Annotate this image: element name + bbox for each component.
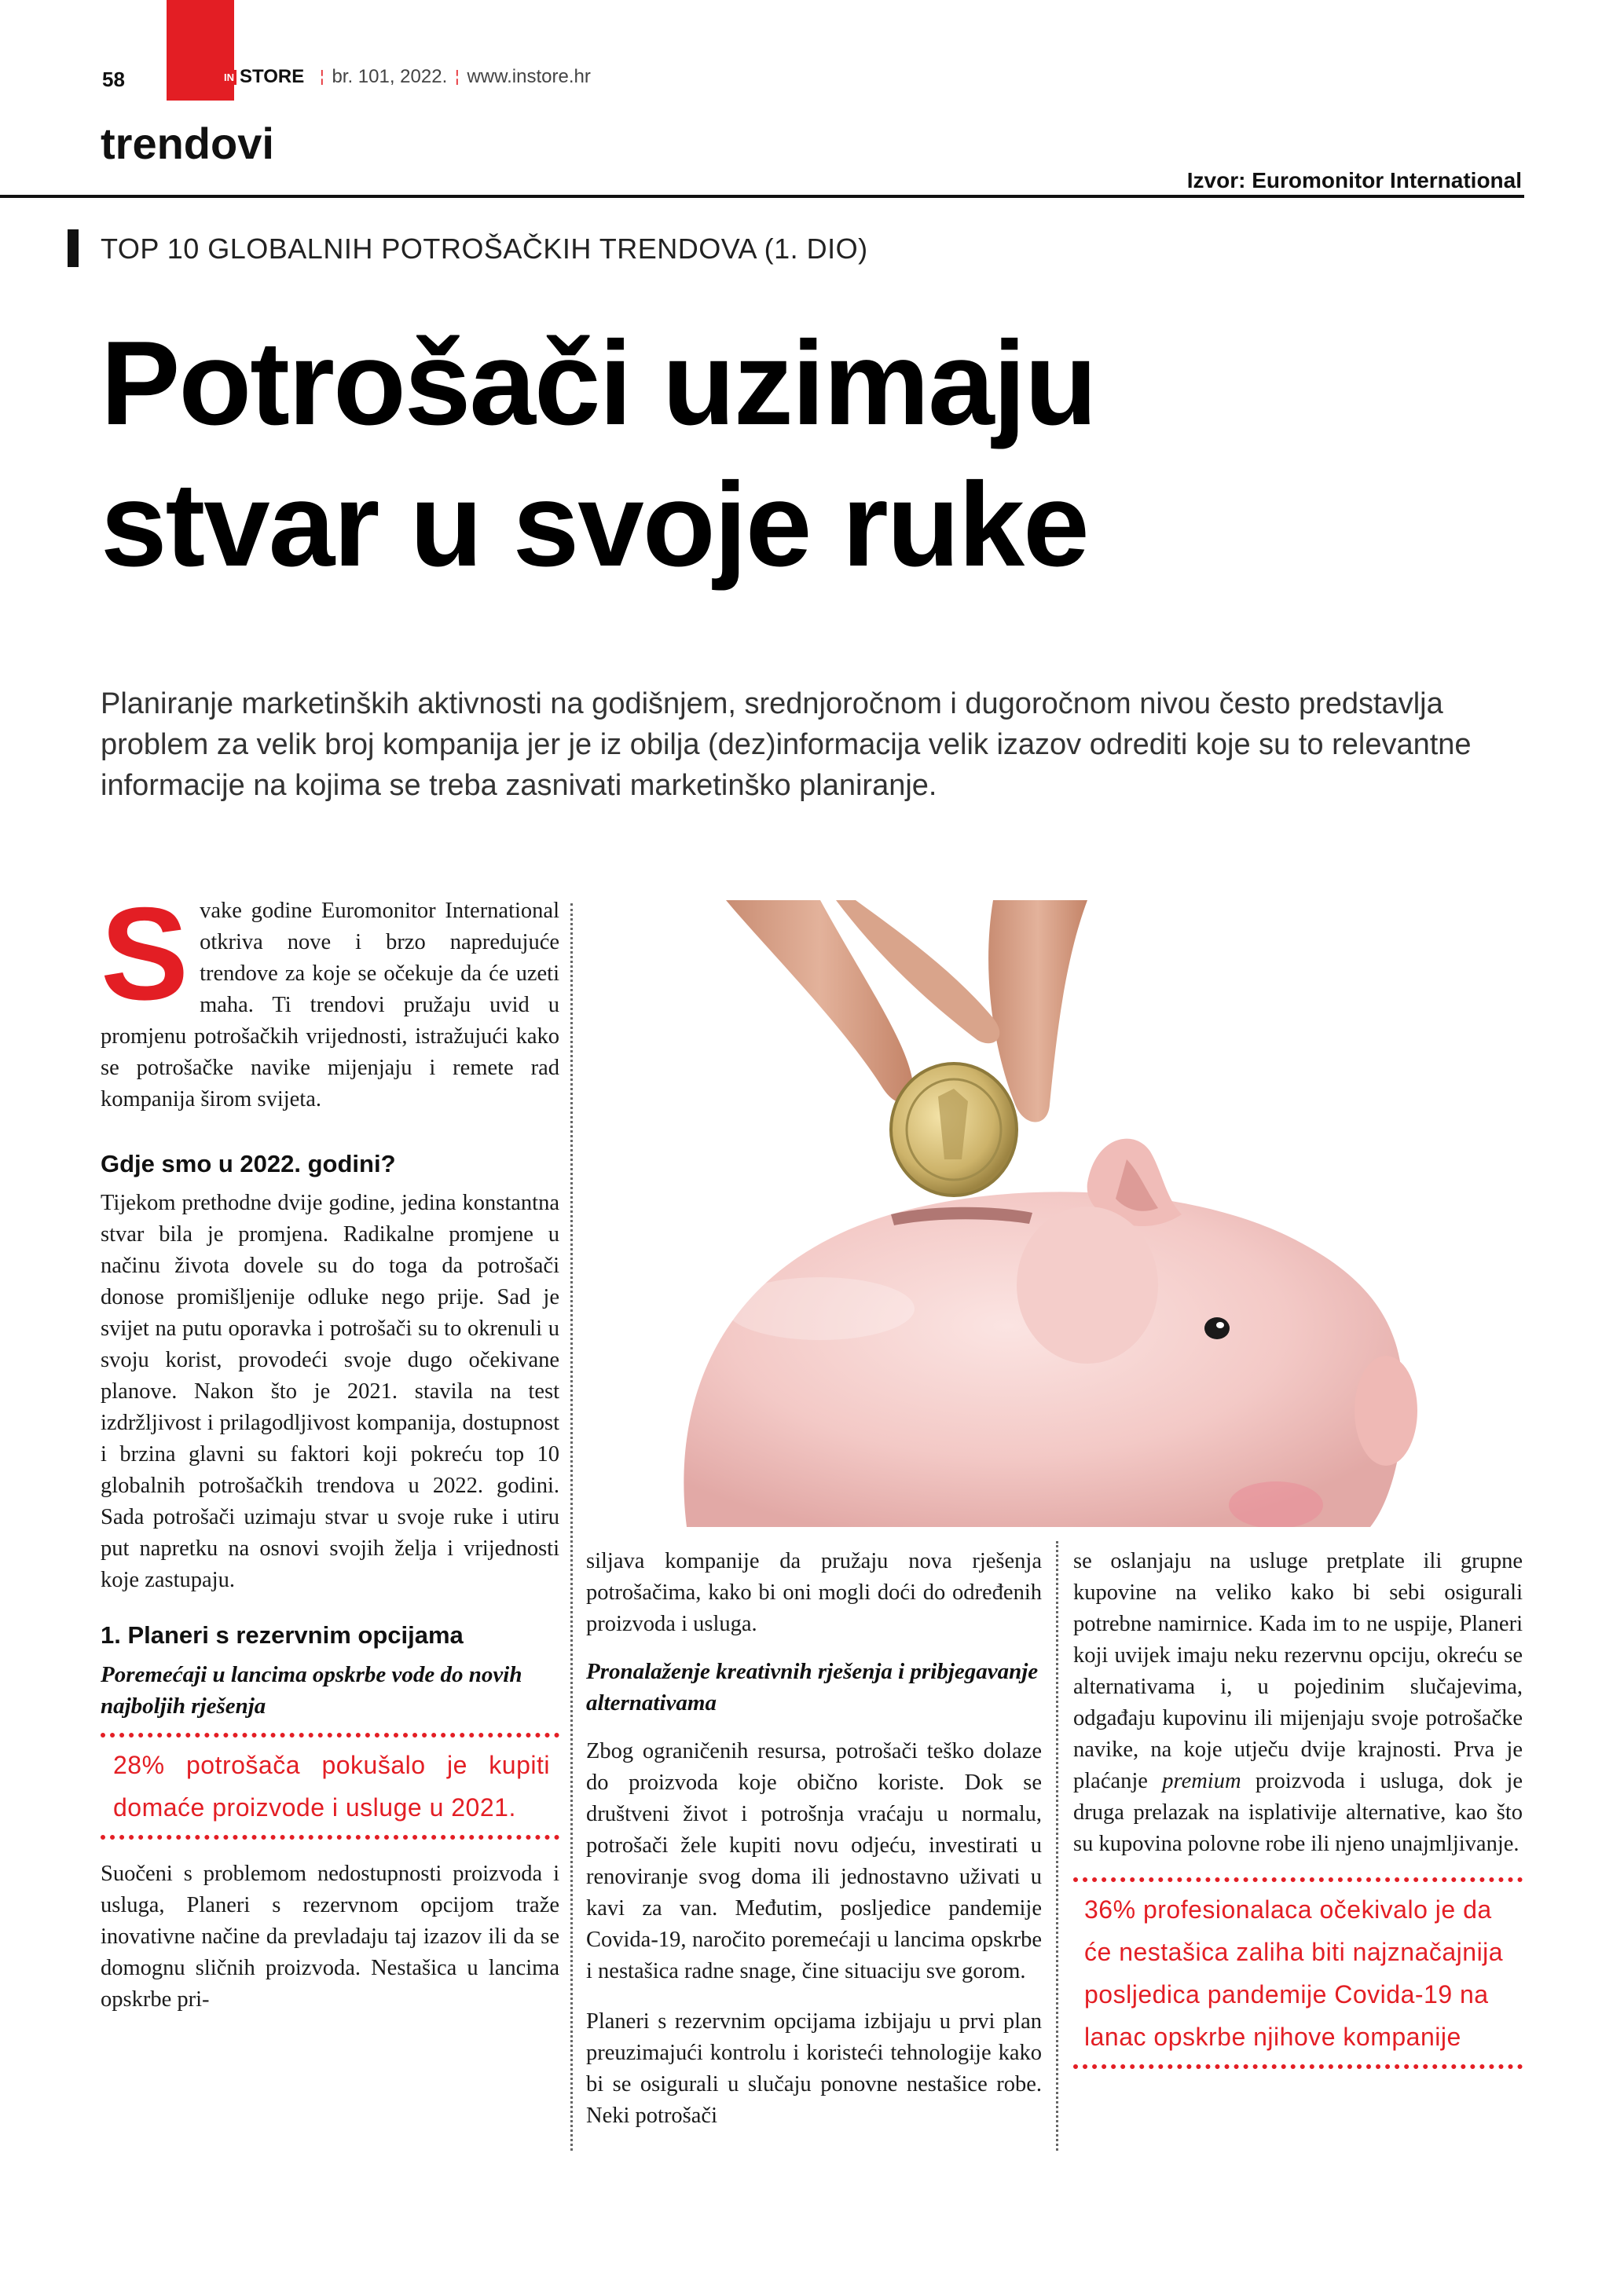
page-number: 58 <box>102 68 125 91</box>
instore-logo-store: STORE <box>240 66 305 87</box>
headline-line-1: Potrošači uzimaju <box>101 317 1096 450</box>
headline <box>101 313 1531 595</box>
publication-info <box>222 66 591 88</box>
subheading-2022: Gdje smo u 2022. godini? <box>101 1150 396 1177</box>
website-link[interactable]: www.instore.hr <box>467 66 591 87</box>
italic-subheading: Pronalaženje kreativnih rješenja i pribjegavanje alternativama <box>586 1659 1039 1716</box>
subheading-planeri: 1. Planeri s rezervnim opcijama <box>101 1621 464 1649</box>
header-rule <box>0 195 1524 198</box>
issue-number: br. 101, 2022. <box>332 66 448 87</box>
paragraph: Tijekom prethodne dvije godine, jedina konstantna stvar bila je promjena. Radikalne promjene u načinu života dovele su do toga da potrošači donose promišljenije odluke nego prije. Sad je svijet na putu oporavka i potrošači su to okrenuli u svoju korist, provodeći svoje dugo očekivane planove. Nakon što je 2021. stavila na test izdržljivost i prilagodljivost kompanija, dostupnost i brzina glavni su faktori koji pokreću top 10 globalnih potrošačkih trendova u 2022. godini. Sada potrošači uzimaju stvar u svoje ruke i utiru put napretku na osnovi svojih želja i vrijednosti koje zastupaju. <box>101 1191 559 1592</box>
paragraph-text: se oslanjaju na usluge pretplate ili grupne kupovine na veliko kako bi sebi osigurali potrebne namirnice. Kada im to ne uspije, Planeri koji uvijek imaju neku rezervnu opciju, okreću se alternativama i, u pojedinim slučajevima, odgađaju kupovinu ili mijenjaju svoje potrošačke navike, na koje utječu dvije krajnosti. Prva je plaćanje <box>1073 1549 1523 1793</box>
kicker-bar <box>68 229 79 267</box>
paragraph: Zbog ograničenih resursa, potrošači teško dolaze do proizvoda koje obično koriste. Dok se društveni život i potrošnja vraćaju u normalu, potrošači žele kupiti novu odjeću, investirati u renoviranje svog doma ili jednostavno uživati u kavi za van. Međutim, posljedice pandemije Covida-19, naročito poremećaji u lancima opskrbe i nestašica radne snage, čine situaciju sve gorom. <box>586 1739 1042 1983</box>
intro-text: vake godine Euromonitor International otkriva nove i brzo napredujuće trendove za koje se očekuje da će uzeti maha. Ti trendovi pružaju uvid u promjenu potrošačkih vrijednosti, istražujući kako se potrošačke navike mijenjaju i remete rad kompanija širom svijeta. <box>101 899 559 1111</box>
column-divider <box>1056 1541 1058 2151</box>
section-title: trendovi <box>101 119 274 168</box>
kicker: TOP 10 GLOBALNIH POTROŠAČKIH TRENDOVA (1. DIO) <box>101 233 868 265</box>
dotted-divider <box>1073 2064 1523 2069</box>
dotted-divider <box>101 1835 559 1840</box>
separator: ¦ <box>455 68 460 86</box>
pull-quote: 36% profesionalaca očekivalo je da će nestašica zaliha biti najznačajnija posljedica pandemije Covida-19 na lanac opskrbe njihove kompanije <box>1084 1895 1504 2051</box>
column-2 <box>586 1546 1042 2132</box>
emphasis-premium: premium <box>1162 1769 1241 1793</box>
source-credit: Izvor: Euromonitor International <box>1186 168 1522 192</box>
intro-paragraph <box>101 880 559 1115</box>
italic-subheading: Poremećaji u lancima opskrbe vode do novih najboljih rješenja <box>101 1662 522 1719</box>
lead-paragraph: Planiranje marketinških aktivnosti na godišnjem, srednjoročnom i dugoročnom nivou često predstavlja problem za velik broj kompanija jer je iz obilja (dez)informacija velik izazov odrediti koje su to relevantne informacije na kojima se treba zasnivati marketinško planiranje. <box>101 687 1472 802</box>
paragraph <box>1073 1546 1523 1860</box>
pull-quote: 28% potrošača pokušalo je kupiti domaće proizvode i usluge u 2021. <box>113 1751 550 1822</box>
instore-logo-in: IN <box>222 70 236 85</box>
piggy-bank-photo <box>585 900 1524 1527</box>
paragraph: Planeri s rezervnim opcijama izbijaju u prvi plan preuzimajući kontrolu i koristeći tehnologije kako bi se osigurali u slučaju ponovne nestašice robe. Neki potrošači <box>586 2009 1042 2128</box>
column-1 <box>101 880 559 2016</box>
paragraph: Suočeni s problemom nedostupnosti proizvoda i usluga, Planeri s rezervnom opcijom traže inovativne načine da prevladaju taj izazov ili da se domognu sličnih proizvoda. Nestašica u lancima opskrbe pri- <box>101 1862 559 2012</box>
headline-line-2: stvar u svoje ruke <box>101 458 1088 591</box>
column-3 <box>1073 1546 1523 2069</box>
separator: ¦ <box>320 68 324 86</box>
paragraph-text: proizvoda i usluga, dok je druga prelazak na isplativije alternative, kao što su kupovina polovne robe ili njeno unajmljivanje. <box>1073 1769 1523 1856</box>
paragraph: siljava kompanije da pružaju nova rješenja potrošačima, kako bi oni mogli doći do određenih proizvoda i usluga. <box>586 1549 1042 1636</box>
column-divider <box>570 903 573 2151</box>
piggy-bank-icon <box>585 900 1524 1527</box>
drop-cap: S <box>101 880 189 1027</box>
